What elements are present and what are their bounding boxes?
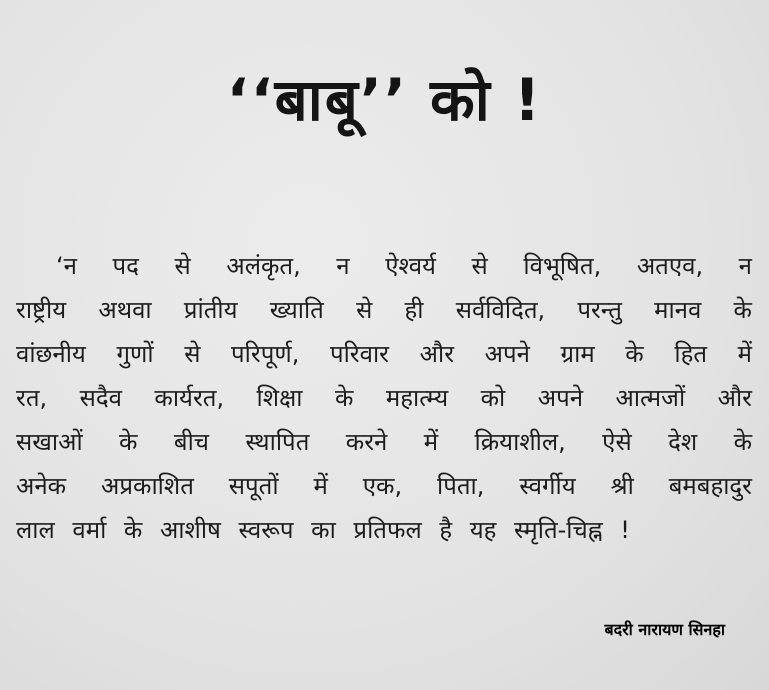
dedication-line: अनेक अप्रकाशित सपूतों में एक, पिता, स्वर्गीय श्री बमबहादुर bbox=[16, 472, 752, 500]
dedication-title: ‘‘बाबू’’ को ! bbox=[226, 66, 543, 134]
dedication-line: लाल वर्मा के आशीष स्वरूप का प्रतिफल है यह स्मृति-चिह्न ! bbox=[16, 516, 630, 544]
dedication-line: ‘न पद से अलंकृत, न ऐश्वर्य से विभूषित, अतएव, न bbox=[56, 252, 752, 280]
dedication-paragraph bbox=[16, 244, 752, 552]
dedication-line: राष्ट्रीय अथवा प्रांतीय ख्याति से ही सर्वविदित, परन्तु मानव के bbox=[16, 296, 752, 324]
dedication-line: सखाओं के बीच स्थापित करने में क्रियाशील, ऐसे देश के bbox=[16, 428, 752, 456]
author-signature: बदरी नारायण सिनहा bbox=[604, 620, 725, 639]
dedication-line: रत, सदैव कार्यरत, शिक्षा के महात्म्य को अपने आत्मजों और bbox=[16, 384, 752, 412]
dedication-line: वांछनीय गुणों से परिपूर्ण, परिवार और अपने ग्राम के हित में bbox=[16, 340, 752, 368]
